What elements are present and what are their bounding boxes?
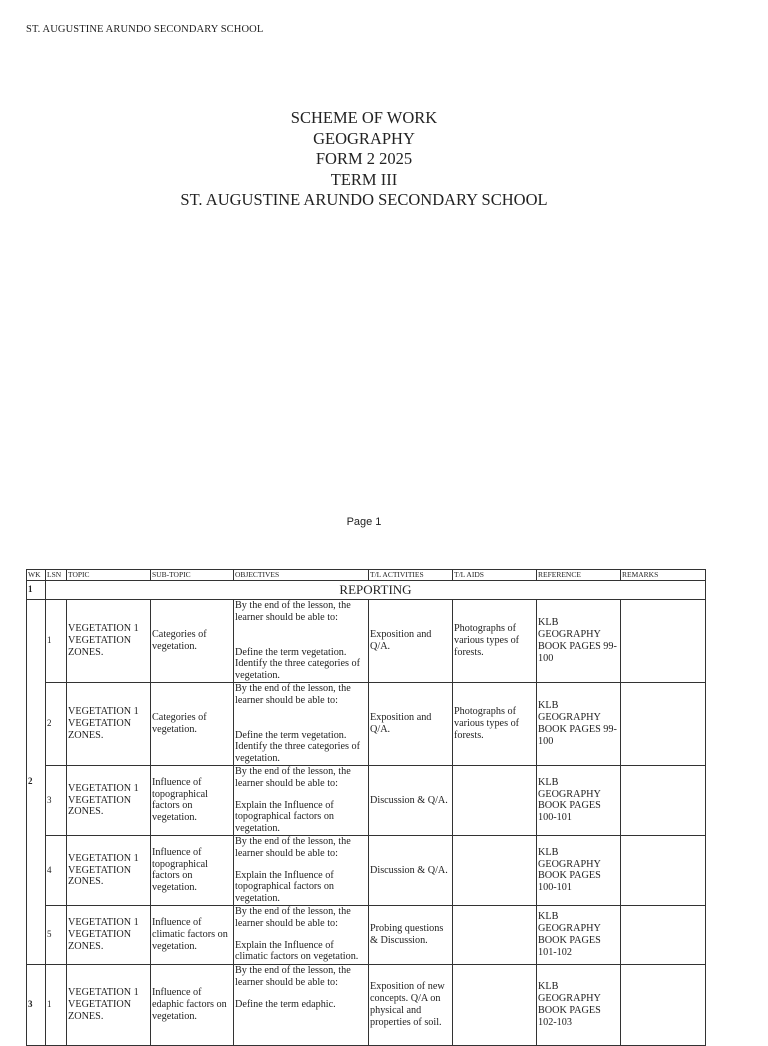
objective-item: Define the term vegetation. bbox=[235, 729, 347, 741]
col-header-reference: REFERENCE bbox=[537, 570, 621, 581]
objectives-cell bbox=[234, 600, 369, 683]
col-header-activities: T/L ACTIVITIES bbox=[369, 570, 453, 581]
table-row-reporting bbox=[27, 581, 706, 600]
lesson-number: 2 bbox=[46, 682, 67, 765]
activities-cell: Discussion & Q/A. bbox=[369, 765, 453, 835]
remarks-cell bbox=[621, 835, 706, 905]
lesson-number: 1 bbox=[46, 964, 67, 1045]
week-number: 1 bbox=[27, 581, 46, 600]
activities-cell: Probing questions & Discussion. bbox=[369, 905, 453, 964]
table-row bbox=[27, 964, 706, 1045]
activities-cell: Exposition of new concepts. Q/A on physical and properties of soil. bbox=[369, 964, 453, 1045]
col-header-remarks: REMARKS bbox=[621, 570, 706, 581]
objectives-intro: By the end of the lesson, the learner should be able to: bbox=[235, 905, 351, 929]
remarks-cell bbox=[621, 964, 706, 1045]
table-row bbox=[27, 765, 706, 835]
document-title bbox=[0, 108, 728, 211]
aids-cell bbox=[453, 835, 537, 905]
subtopic-cell: Categories of vegetation. bbox=[151, 682, 234, 765]
title-line-subject: GEOGRAPHY bbox=[313, 128, 415, 148]
activities-cell: Exposition and Q/A. bbox=[369, 682, 453, 765]
subtopic-cell: Influence of climatic factors on vegetation. bbox=[151, 905, 234, 964]
title-line-school: ST. AUGUSTINE ARUNDO SECONDARY SCHOOL bbox=[180, 190, 548, 210]
objectives-cell bbox=[234, 905, 369, 964]
aids-cell bbox=[453, 905, 537, 964]
objectives-cell bbox=[234, 765, 369, 835]
objective-item: Identify the three categories of vegetation. bbox=[235, 658, 361, 682]
topic-cell: VEGETATION 1 VEGETATION ZONES. bbox=[67, 600, 151, 683]
objective-item: Explain the Influence of climatic factors on vegetation. bbox=[235, 939, 359, 963]
col-header-objectives: OBJECTIVES bbox=[234, 570, 369, 581]
reference-cell: KLB GEOGRAPHY BOOK PAGES 100-101 bbox=[537, 835, 621, 905]
topic-cell: VEGETATION 1 VEGETATION ZONES. bbox=[67, 964, 151, 1045]
lesson-number: 4 bbox=[46, 835, 67, 905]
running-header: ST. AUGUSTINE ARUNDO SECONDARY SCHOOL bbox=[26, 24, 264, 35]
topic-cell: VEGETATION 1 VEGETATION ZONES. bbox=[67, 905, 151, 964]
reporting-cell: REPORTING bbox=[46, 581, 706, 600]
lesson-number: 1 bbox=[46, 600, 67, 683]
title-line-scheme: SCHEME OF WORK bbox=[290, 108, 438, 127]
objectives-cell bbox=[234, 682, 369, 765]
objective-item: Identify the three categories of vegetation. bbox=[235, 741, 361, 765]
col-header-aids: T/L AIDS bbox=[453, 570, 537, 581]
table-row bbox=[27, 600, 706, 683]
lesson-number: 5 bbox=[46, 905, 67, 964]
subtopic-cell: Influence of edaphic factors on vegetation. bbox=[151, 964, 234, 1045]
week-number: 2 bbox=[27, 600, 46, 965]
objective-item: Define the term edaphic. bbox=[235, 998, 336, 1010]
remarks-cell bbox=[621, 682, 706, 765]
col-header-wk: WK bbox=[27, 570, 46, 581]
activities-cell: Discussion & Q/A. bbox=[369, 835, 453, 905]
col-header-lsn: LSN bbox=[46, 570, 67, 581]
week-number: 3 bbox=[27, 964, 46, 1045]
remarks-cell bbox=[621, 600, 706, 683]
objective-item: Explain the Influence of topographical factors on vegetation. bbox=[235, 869, 335, 905]
subtopic-cell: Influence of topographical factors on vegetation. bbox=[151, 835, 234, 905]
subtopic-cell: Influence of topographical factors on vegetation. bbox=[151, 765, 234, 835]
objective-item: Explain the Influence of topographical factors on vegetation. bbox=[235, 799, 335, 835]
aids-cell bbox=[453, 765, 537, 835]
aids-cell: Photographs of various types of forests. bbox=[453, 600, 537, 683]
aids-cell bbox=[453, 964, 537, 1045]
scheme-of-work-table bbox=[26, 569, 706, 1046]
table-header-row bbox=[27, 570, 706, 581]
table-row bbox=[27, 682, 706, 765]
lesson-number: 3 bbox=[46, 765, 67, 835]
subtopic-cell: Categories of vegetation. bbox=[151, 600, 234, 683]
reference-cell: KLB GEOGRAPHY BOOK PAGES 100-101 bbox=[537, 765, 621, 835]
title-line-term: TERM III bbox=[330, 169, 398, 189]
objectives-intro: By the end of the lesson, the learner should be able to: bbox=[235, 765, 351, 789]
topic-cell: VEGETATION 1 VEGETATION ZONES. bbox=[67, 835, 151, 905]
objectives-intro: By the end of the lesson, the learner should be able to: bbox=[235, 600, 351, 623]
col-header-topic: TOPIC bbox=[67, 570, 151, 581]
title-line-form: FORM 2 2025 bbox=[315, 149, 413, 169]
topic-cell: VEGETATION 1 VEGETATION ZONES. bbox=[67, 682, 151, 765]
col-header-subtopic: SUB-TOPIC bbox=[151, 570, 234, 581]
activities-cell: Exposition and Q/A. bbox=[369, 600, 453, 683]
objectives-intro: By the end of the lesson, the learner should be able to: bbox=[235, 964, 351, 988]
objectives-intro: By the end of the lesson, the learner should be able to: bbox=[235, 835, 351, 859]
objectives-cell bbox=[234, 835, 369, 905]
remarks-cell bbox=[621, 905, 706, 964]
reference-cell: KLB GEOGRAPHY BOOK PAGES 99-100 bbox=[537, 600, 621, 683]
remarks-cell bbox=[621, 765, 706, 835]
reference-cell: KLB GEOGRAPHY BOOK PAGES 102-103 bbox=[537, 964, 621, 1045]
reference-cell: KLB GEOGRAPHY BOOK PAGES 99-100 bbox=[537, 682, 621, 765]
objectives-cell bbox=[234, 964, 369, 1045]
aids-cell: Photographs of various types of forests. bbox=[453, 682, 537, 765]
table-row bbox=[27, 905, 706, 964]
objectives-intro: By the end of the lesson, the learner should be able to: bbox=[235, 682, 351, 706]
reference-cell: KLB GEOGRAPHY BOOK PAGES 101-102 bbox=[537, 905, 621, 964]
topic-cell: VEGETATION 1 VEGETATION ZONES. bbox=[67, 765, 151, 835]
objective-item: Define the term vegetation. bbox=[235, 646, 347, 658]
table-row bbox=[27, 835, 706, 905]
page-number: Page 1 bbox=[346, 516, 382, 528]
